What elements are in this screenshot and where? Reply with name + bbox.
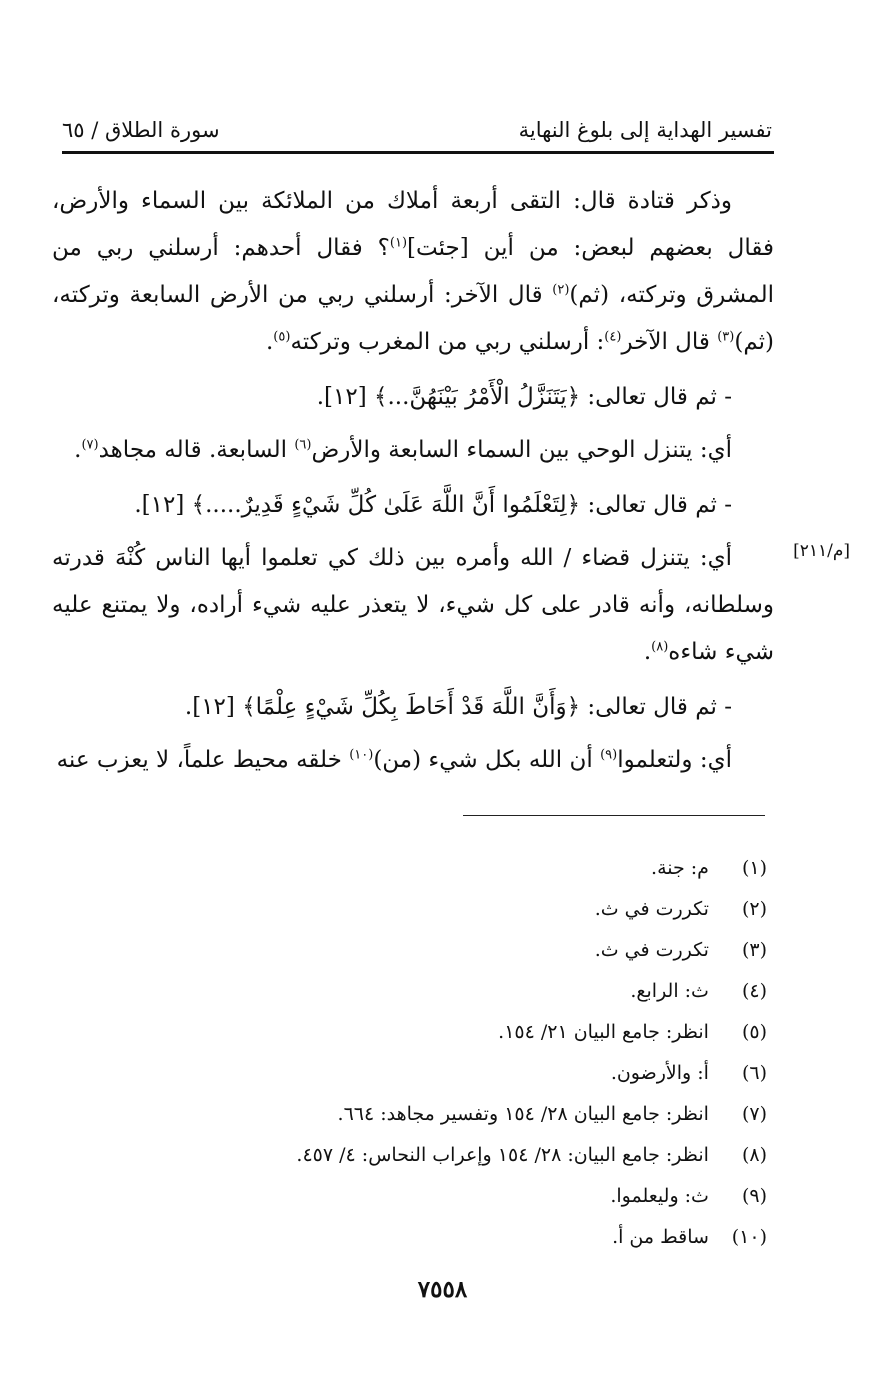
book-title: تفسير الهداية إلى بلوغ النهاية [518,118,772,142]
footnote-item [147,1012,767,1053]
footnote-item [147,848,767,889]
paragraph-knowledge [52,737,774,784]
footnote-ref-8: (٨) [651,639,669,655]
text-segment: أن الله بكل شيء (من) [373,747,601,773]
quran-quote-2: - ثم قال تعالى: ﴿لِتَعْلَمُوا أَنَّ اللَّهَ عَلَىٰ كُلِّ شَيْءٍ قَدِيرٌ.....﴾ [١٢]. [134,492,732,518]
footnote-text: ساقط من أ. [612,1226,709,1248]
footnote-text: انظر: جامع البيان ٢٨/ ١٥٤ وتفسير مجاهد: ٦٦٤. [337,1103,709,1125]
footnote-separator [463,815,765,816]
footnote-number: (٨) [741,1144,767,1166]
text-segment: . [265,329,274,355]
footnote-ref-2: (٢) [552,282,570,298]
text-segment: السابعة. قاله مجاهد [98,437,295,463]
footnote-text: تكررت في ث. [594,898,709,920]
footnote-text: ث: وليعلموا. [610,1185,709,1207]
footnote-number: (٢) [741,898,767,920]
paragraph-decree [52,535,774,676]
text-segment: وذكر قتادة قال: التقى أربعة أملاك من الملائكة بين السماء والأرض، فقال بعضهم لبعض: من أين [جئت] [52,188,775,261]
footnote-item [147,889,767,930]
footnote-item [147,1094,767,1135]
footnote-item [147,1053,767,1094]
paragraph-revelation [52,427,774,474]
footnote-item [147,930,767,971]
text-segment: : أرسلني ربي من المغرب وتركته [290,329,605,355]
footnote-item [147,1176,767,1217]
quran-quote-3: - ثم قال تعالى: ﴿وَأَنَّ اللَّهَ قَدْ أَحَاطَ بِكُلِّ شَيْءٍ عِلْمًا﴾ [١٢]. [184,694,732,720]
manuscript-margin-note: [م/٢١١] [793,541,850,561]
footnote-ref-9: (٩) [600,747,618,763]
footnote-ref-7: (٧) [81,437,99,453]
footnote-number: (١٠) [731,1226,767,1248]
main-text [52,178,774,784]
text-segment: قال الآخر: أرسلني ربي من الأرض السابعة وتركته، (ثم) [52,282,774,355]
text-segment: . [643,639,652,665]
text-segment: ؟ فقال أحدهم: أرسلني ربي من المشرق وتركته، (ثم) [52,235,774,308]
text-segment: أي: ولتعلموا [617,747,732,773]
footnote-text: انظر: جامع البيان ٢١/ ١٥٤. [498,1021,709,1043]
text-segment: . [74,437,82,463]
header-rule [62,151,774,154]
footnote-ref-6: (٦) [294,437,312,453]
footnote-number: (٤) [741,980,767,1002]
footnote-ref-10: (١٠) [349,747,374,763]
footnote-text: تكررت في ث. [594,939,709,961]
page-number: ٧٥٥٨ [417,1276,468,1303]
footnote-item [147,1135,767,1176]
text-segment: قال الآخر [621,329,718,355]
footnote-number: (٩) [741,1185,767,1207]
quran-quote-1: - ثم قال تعالى: ﴿يَتَنَزَّلُ الْأَمْرُ بَيْنَهُنَّ...﴾ [١٢]. [316,384,732,410]
surah-reference: سورة الطلاق / ٦٥ [62,118,220,142]
footnote-text: انظر: جامع البيان: ٢٨/ ١٥٤ وإعراب النحاس: ٤/ ٤٥٧. [296,1144,709,1166]
footnote-ref-5: (٥) [273,329,291,345]
footnote-text: م: جنة. [651,857,709,879]
footnote-ref-3: (٣) [717,329,735,345]
text-segment: خلقه محيط علماً، لا يعزب عنه [56,747,350,773]
footnote-item [147,971,767,1012]
text-segment: أي: يتنزل قضاء / الله وأمره بين ذلك كي تعلموا أيها الناس كُنْهَ قدرته وسلطانه، وأنه قادر على كل شيء، لا يتعذر عليه شيء أراده، ولا يمتنع عليه شيء شاءه [52,545,774,665]
footnote-number: (١) [741,857,767,879]
paragraph-qatada [52,178,774,366]
footnote-text: ث: الرابع. [630,980,709,1002]
footnote-ref-1: (١) [389,235,408,251]
footnotes-list [147,848,767,1258]
footnote-number: (٦) [741,1062,767,1084]
running-header [62,110,772,150]
footnote-ref-4: (٤) [604,329,622,345]
text-segment: أي: يتنزل الوحي بين السماء السابعة والأرض [311,437,732,463]
footnote-text: أ: والأرضون. [610,1062,709,1084]
footnote-item [147,1217,767,1258]
footnote-number: (٥) [741,1021,767,1043]
footnote-number: (٣) [741,939,767,961]
footnote-number: (٧) [741,1103,767,1125]
